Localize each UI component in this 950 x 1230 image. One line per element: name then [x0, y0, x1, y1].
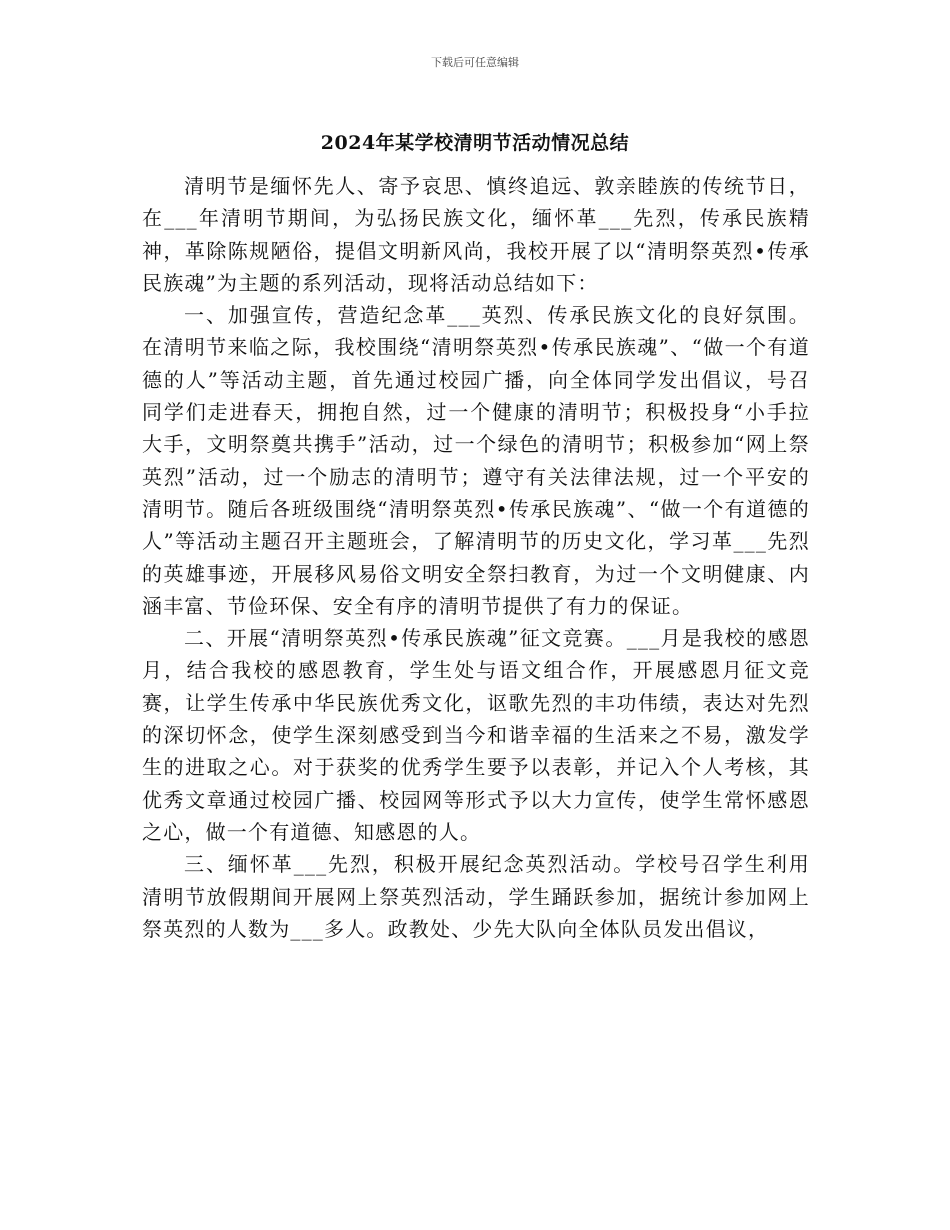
document-title: 2024年某学校清明节活动情况总结: [320, 132, 630, 154]
paragraph-section-2: 二、开展“清明祭英烈•传承民族魂”征文竞赛。___月是我校的感恩月，结合我校的感恩教育，学生处与语文组合作，开展感恩月征文竞赛，让学生传承中华民族优秀文化，讴歌先烈的丰功伟绩，表达对先烈的深切怀念，使学生深刻感受到当今和谐幸福的生活来之不易，激发学生的进取之心。对于获奖的优秀学生要予以表彰，并记入个人考核，其优秀文章通过校园广播、校园网等形式予以大力宣传，使学生常怀感恩之心，做一个有道德、知感恩的人。: [142, 626, 810, 844]
paragraph-intro: 清明节是缅怀先人、寄予哀思、慎终追远、敦亲睦族的传统节日，在___年清明节期间，为弘扬民族文化，缅怀革___先烈，传承民族精神，革除陈规陋俗，提倡文明新风尚，我校开展了以“清明祭英烈•传承民族魂”为主题的系列活动，现将活动总结如下：: [142, 174, 810, 295]
header-note: 下载后可任意编辑: [431, 56, 519, 69]
paragraph-section-3: 三、缅怀革___先烈，积极开展纪念英烈活动。学校号召学生利用清明节放假期间开展网上祭英烈活动，学生踊跃参加，据统计参加网上祭英烈的人数为___多人。政教处、少先大队向全体队员发出倡议，: [142, 852, 810, 941]
document-body: [142, 170, 810, 945]
paragraph-section-1: 一、加强宣传，营造纪念革___英烈、传承民族文化的良好氛围。在清明节来临之际，我校围绕“清明祭英烈•传承民族魂”、“做一个有道德的人”等活动主题，首先通过校园广播，向全体同学发出倡议，号召同学们走进春天，拥抱自然，过一个健康的清明节；积极投身“小手拉大手，文明祭奠共携手”活动，过一个绿色的清明节；积极参加“网上祭英烈”活动，过一个励志的清明节；遵守有关法律法规，过一个平安的清明节。随后各班级围绕“清明祭英烈•传承民族魂”、“做一个有道德的人”等活动主题召开主题班会，了解清明节的历史文化，学习革___先烈的英雄事迹，开展移风易俗文明安全祭扫教育，为过一个文明健康、内涵丰富、节俭环保、安全有序的清明节提供了有力的保证。: [142, 303, 810, 618]
